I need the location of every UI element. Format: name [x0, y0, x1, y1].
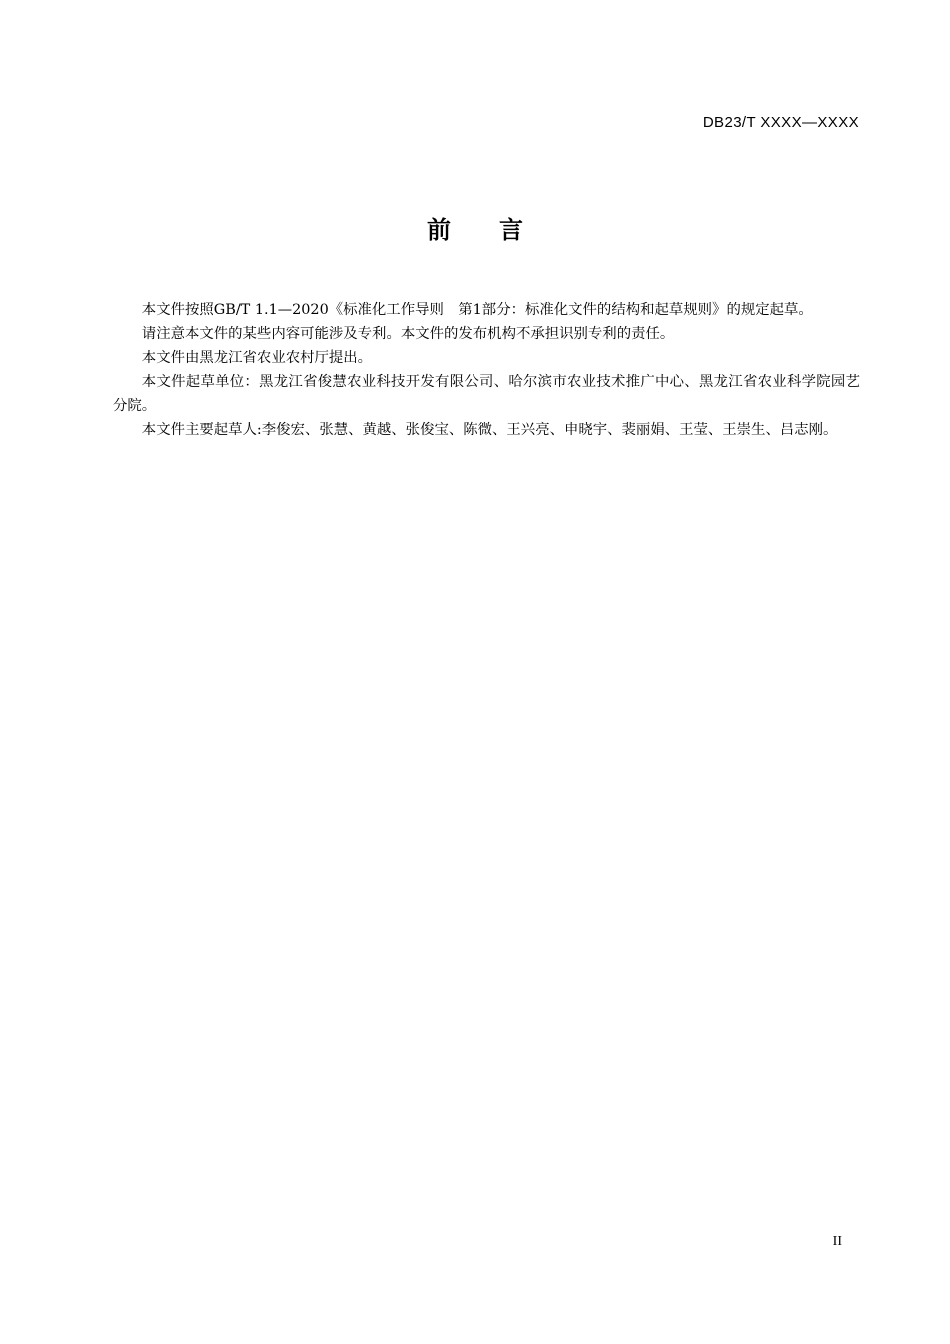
foreword-body	[113, 298, 860, 442]
title-char-1: 前	[427, 216, 451, 244]
paragraph-drafting-basis: 本文件按照GB/T 1.1—2020《标准化工作导则 第1部分：标准化文件的结构和起草规则》的规定起草。	[141, 302, 813, 318]
title-char-2: 言	[499, 216, 523, 244]
page-title	[0, 212, 950, 248]
paragraph-drafters: 本文件主要起草人:李俊宏、张慧、黄越、张俊宝、陈微、王兴亮、申晓宇、裴丽娟、王莹、王崇生、吕志刚。	[141, 422, 838, 438]
paragraph-proposer: 本文件由黑龙江省农业农村厅提出。	[141, 350, 373, 366]
standard-number: DB23/T XXXX—XXXX	[702, 114, 859, 131]
page-number: II	[832, 1234, 842, 1249]
paragraph-drafting-units: 本文件起草单位：黑龙江省俊慧农业科技开发有限公司、哈尔滨市农业技术推广中心、黑龙江省农业科学院园艺分院。	[113, 374, 860, 414]
paragraph-patent-notice: 请注意本文件的某些内容可能涉及专利。本文件的发布机构不承担识别专利的责任。	[141, 326, 675, 342]
